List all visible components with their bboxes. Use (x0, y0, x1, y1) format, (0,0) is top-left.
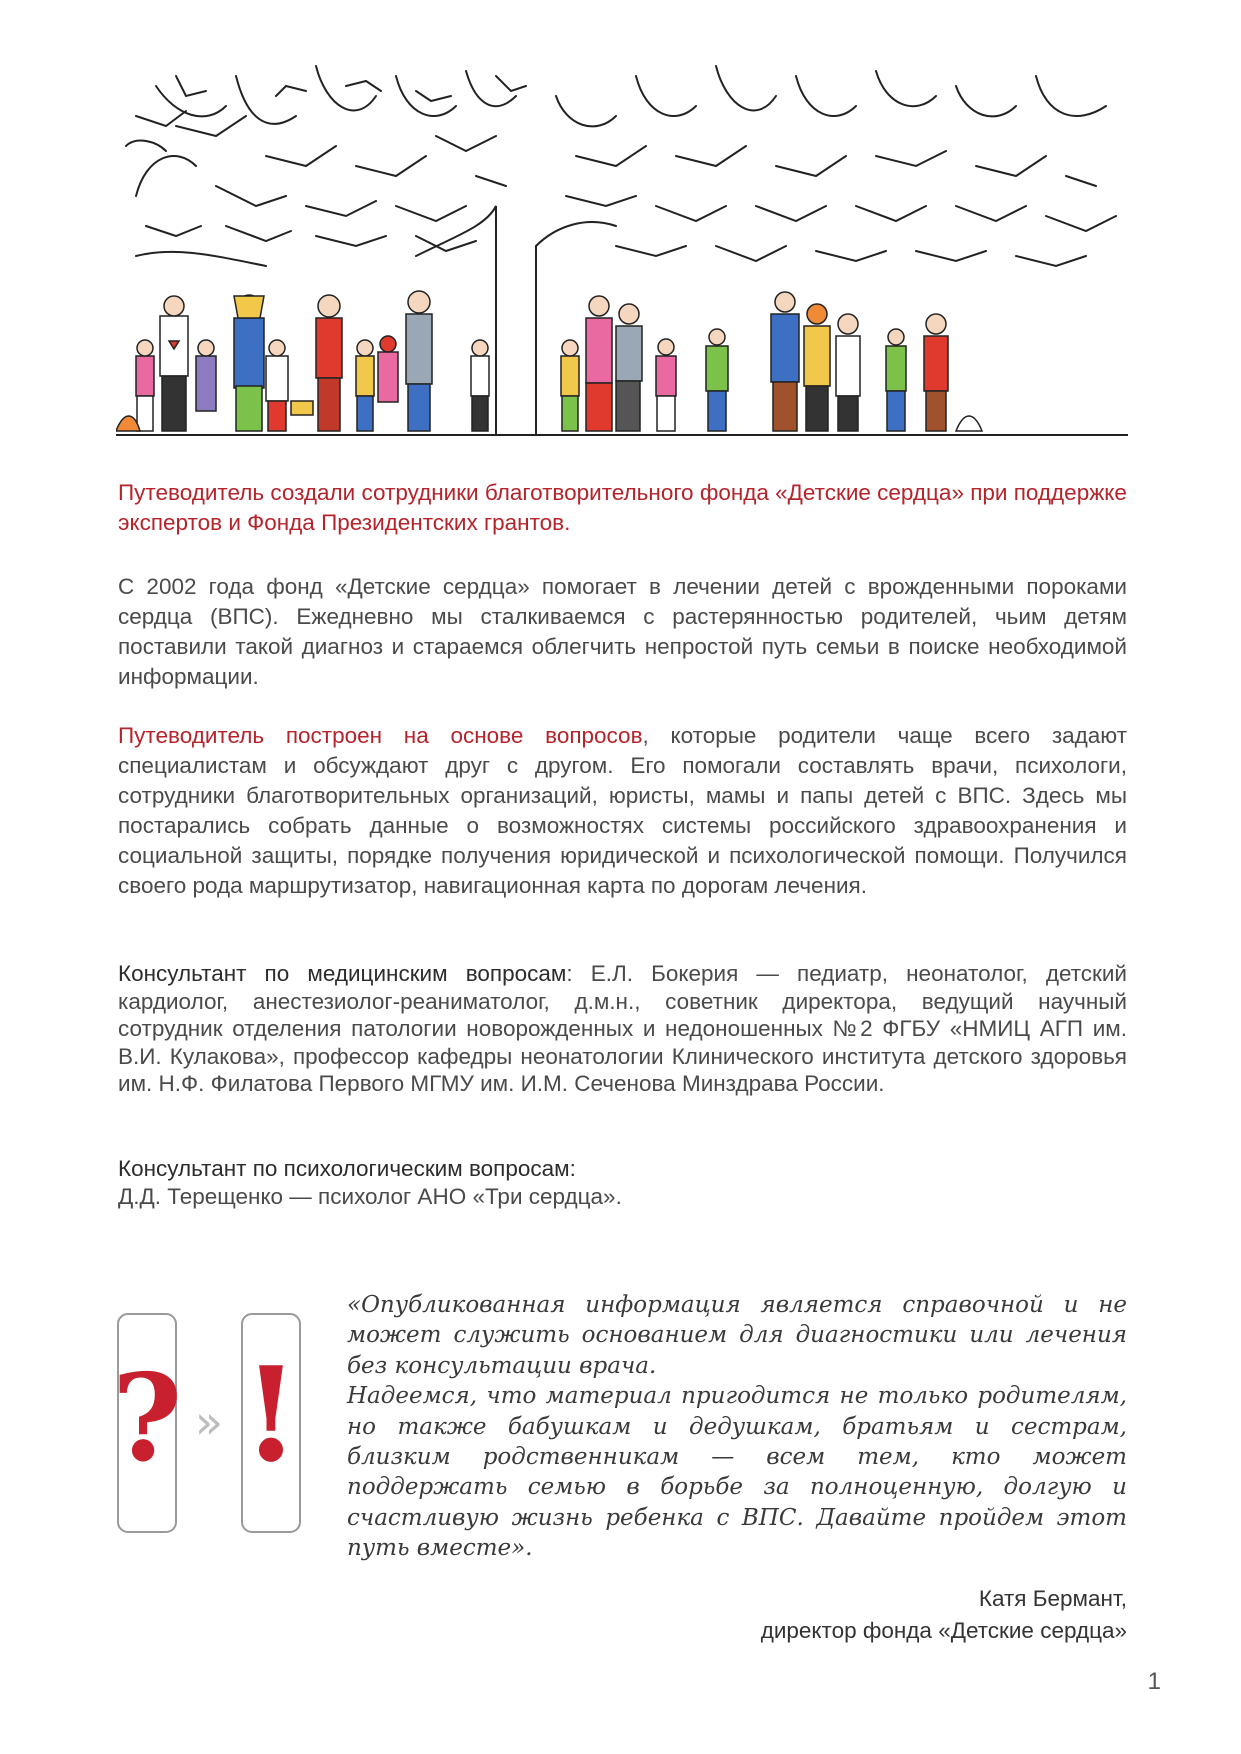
guide-paragraph (118, 721, 1127, 901)
guide-text: , которые родители чаще всего задают специалистам и обсуждают друг с другом. Его помогали составлять врачи, психологи, сотрудники благотворительных организаций, юристы, мамы и папы детей с ВПС. Здесь мы постарались собрать данные о возможностях системы российского здравоохранения и социальной защиты, порядке получения юридической и психологической помощи. Получился своего рода маршрутизатор, навигационная карта по дорогам лечения. (118, 723, 1127, 898)
signature-role: директор фонда «Детские сердца» (760, 1618, 1127, 1643)
medical-consultant-text: : Е.Л. Бокерия — педиатр, неонатолог, детский кардиолог, анестезиолог-реаниматолог, д.м.н., советник директора, ведущий научный сотрудник отделения патологии новорожденных и недоношенных №2 ФГБУ «НМИЦ АГП им. В.И. Кулакова», профессор кафедры неонатологии Клинического института детского здоровья им. Н.Ф. Филатова Первого МГМУ им. И.М. Сеченова Минздрава России. (118, 961, 1127, 1096)
medical-consultant-label: Консультант по медицинским вопросам (118, 961, 567, 986)
arrow-glyph: » (194, 1395, 224, 1449)
quote-line-1: «Опубликованная информация является справочной и не может служить основанием для диагностики или лечения без консультации врача. (347, 1292, 1127, 1379)
intro-paragraph: Путеводитель создали сотрудники благотворительного фонда «Детские сердца» при поддержке экспертов и Фонда Президентских грантов. (118, 480, 1127, 535)
psych-consultant-paragraph (118, 1155, 1127, 1211)
question-mark: ? (114, 1348, 183, 1489)
medical-consultant-paragraph (118, 960, 1127, 1098)
disclaimer-quote (347, 1290, 1127, 1564)
illustration-svg (116, 56, 1128, 436)
question-exclamation-svg (114, 1310, 304, 1536)
signature-name: Катя Бермант, (978, 1586, 1127, 1611)
illustration-trees-and-families (116, 56, 1128, 436)
guide-highlight: Путеводитель построен на основе вопросов (118, 723, 643, 748)
question-exclamation-icon (114, 1310, 304, 1536)
quote-line-2: Надеемся, что материал пригодится не только родителям, но также бабушкам и дедушкам, братьям и сестрам, близким родственникам — всем тем, кто может поддержать семью в борьбе за полноценную, долгую и счастливую жизнь ребенка с ВПС. Давайте пройдем этот путь вместе». (347, 1383, 1127, 1562)
exclamation-mark: ! (242, 1338, 300, 1491)
page-number: 1 (1147, 1668, 1161, 1695)
psych-consultant-text: Д.Д. Терещенко — психолог АНО «Три сердца». (118, 1184, 622, 1209)
foundation-paragraph: С 2002 года фонд «Детские сердца» помогает в лечении детей с врожденными пороками сердца (ВПС). Ежедневно мы сталкиваемся с растерянностью родителей, чьим детям поставили такой диагноз и стараемся облегчить непростой путь семьи в поиске необходимой информации. (118, 574, 1127, 689)
psych-consultant-label: Консультант по психологическим вопросам: (118, 1156, 576, 1181)
signature (761, 1583, 1127, 1647)
